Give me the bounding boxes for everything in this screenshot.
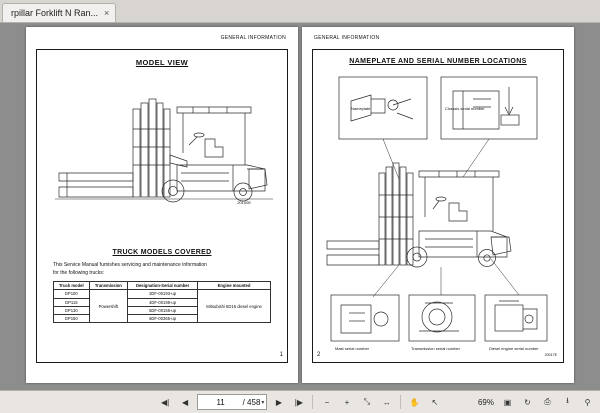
model-view-illustration: [37, 69, 287, 219]
cell-serial: 3DF-00193-up: [128, 290, 198, 298]
zoom-level-label: 69%: [477, 397, 494, 407]
left-figure-code: 20100E: [237, 200, 251, 205]
intro-line-1: This Service Manual furnishes servicing and maintenance information: [53, 262, 207, 268]
pdf-viewer-area[interactable]: [0, 23, 600, 390]
left-page-title: MODEL VIEW: [135, 58, 189, 67]
truck-models-heading: TRUCK MODELS COVERED: [112, 249, 212, 256]
nameplate-locations-illustration: [313, 69, 563, 354]
hand-tool-icon[interactable]: ✋: [409, 397, 420, 407]
toolbar-divider: [312, 395, 313, 409]
left-page-frame: [36, 49, 288, 363]
left-page-header: GENERAL INFORMATION: [220, 35, 286, 41]
toolbar-divider: [400, 395, 401, 409]
cell-engine: Mitsubishi 6D16 diesel engine: [198, 290, 271, 323]
page-number-input[interactable]: [200, 397, 242, 408]
col-designation-serial: Designation-Serial number: [128, 282, 198, 290]
right-page-number: 2: [317, 352, 321, 358]
col-engine: Engine mounted: [198, 282, 271, 290]
print-icon[interactable]: ⎙: [544, 397, 551, 406]
right-page-frame: [312, 49, 564, 363]
cell-serial: 4DF-00198-up: [128, 298, 198, 306]
right-page-header: GENERAL INFORMATION: [314, 35, 380, 41]
table-row: [54, 290, 271, 298]
cell-model: DP115: [54, 298, 90, 306]
select-tool-icon[interactable]: ↖: [431, 397, 439, 407]
col-truck-model: Truck model: [54, 282, 90, 290]
pdf-toolbar[interactable]: [0, 390, 600, 413]
right-page-title: NAMEPLATE AND SERIAL NUMBER LOCATIONS: [349, 58, 527, 65]
first-page-icon[interactable]: ◀|: [160, 397, 170, 407]
left-page-number: 1: [279, 352, 283, 358]
pdf-page-left: [26, 27, 298, 383]
next-page-icon[interactable]: ▶: [275, 397, 282, 407]
rotate-icon[interactable]: ↻: [524, 397, 531, 407]
pdf-page-right: [302, 27, 574, 383]
table-header-row: [54, 282, 271, 290]
label-transmission-serial: Transmission serial number: [411, 346, 460, 351]
prev-page-icon[interactable]: ◀: [182, 397, 189, 407]
page-total-label: / 458: [242, 397, 261, 407]
col-transmission: Transmission: [89, 282, 127, 290]
truck-models-table: [53, 281, 271, 323]
cell-transmission: Powershift: [89, 290, 127, 323]
tab-label: rpillar Forklift N Ran...: [11, 8, 99, 18]
save-icon[interactable]: ⭳: [566, 396, 569, 405]
cell-model: DP100: [54, 290, 90, 298]
toolbar-right-group[interactable]: [478, 394, 596, 411]
search-icon[interactable]: ⚲: [584, 397, 591, 407]
fit-page-icon[interactable]: ⤡: [363, 397, 371, 406]
cell-serial: 6DF-00365-up: [128, 315, 198, 323]
close-icon[interactable]: ×: [104, 8, 110, 18]
cell-serial: 5DF-00156-up: [128, 306, 198, 314]
cell-model: DP130: [54, 306, 90, 314]
cell-model: DP150: [54, 315, 90, 323]
zoom-in-icon[interactable]: +: [344, 397, 350, 407]
label-nameplate: Nameplate: [351, 106, 371, 111]
view-mode-icon[interactable]: ▣: [503, 397, 512, 407]
intro-line-2: for the following trucks:: [53, 269, 105, 276]
page-number-field[interactable]: [197, 394, 268, 410]
zoom-out-icon[interactable]: −: [324, 397, 330, 407]
right-figure-code: 20017E: [544, 353, 557, 357]
chevron-down-icon[interactable]: ▾: [261, 399, 265, 406]
last-page-icon[interactable]: |▶: [294, 397, 304, 407]
label-chassis-serial: Chassis serial number: [445, 106, 485, 111]
fit-width-icon[interactable]: ↔: [382, 397, 391, 407]
label-engine-serial: Diesel engine serial number: [489, 346, 539, 351]
label-mast-serial: Mast serial number: [335, 346, 370, 351]
browser-tab-bar: [0, 0, 600, 23]
document-tab[interactable]: [2, 3, 116, 22]
